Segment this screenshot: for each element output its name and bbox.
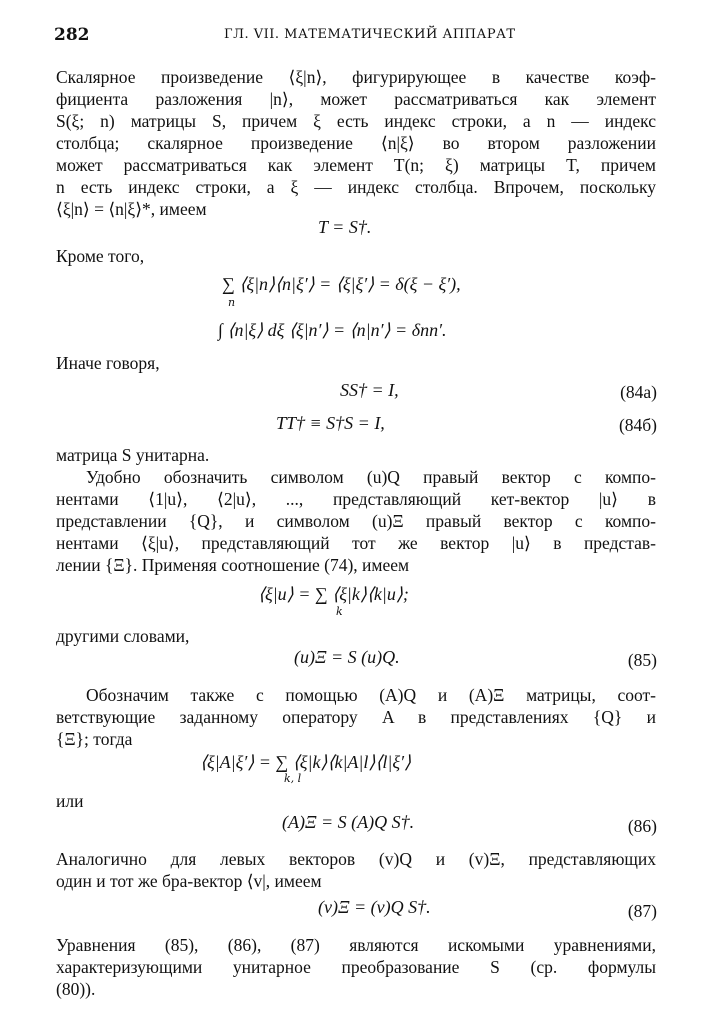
text-line: ⟨ξ|n⟩ = ⟨n|ξ⟩*, имеем xyxy=(56,199,207,219)
text-line: Кроме того, xyxy=(56,246,145,266)
text-line: нентами ⟨1|u⟩, ⟨2|u⟩, ..., представляющий кет-вектор |u⟩ в xyxy=(56,489,656,509)
text-line: Уравнения (85), (86), (87) являются искомыми уравнениями, xyxy=(56,935,656,955)
equation-85: (u)Ξ = S (u)Q. xyxy=(294,647,400,667)
text-line: Обозначим также с помощью (A)Q и (A)Ξ матрицы, соот- xyxy=(86,685,656,705)
text-line: {Ξ}; тогда xyxy=(56,729,133,749)
text-line: Удобно обозначить символом (u)Q правый вектор с компо- xyxy=(86,467,656,487)
text-line: ветствующие заданному оператору A в представлениях {Q} и xyxy=(56,707,656,727)
equation-86: (A)Ξ = S (A)Q S†. xyxy=(282,812,415,832)
equation-operator-matrix: ⟨ξ|A|ξ′⟩ = ∑ ⟨ξ|k⟩⟨k|A|l⟩⟨l|ξ′⟩ xyxy=(200,752,412,772)
text-line: характеризующими унитарное преобразование S (ср. формулы xyxy=(56,957,656,977)
equation-87: (v)Ξ = (v)Q S†. xyxy=(318,897,431,917)
equation-component-expansion: ⟨ξ|u⟩ = ∑ ⟨ξ|k⟩⟨k|u⟩; xyxy=(258,584,409,604)
text-line: столбца; скалярное произведение ⟨n|ξ⟩ во втором разложении xyxy=(56,133,656,153)
text-line: (80)). xyxy=(56,979,96,999)
equation-number-86: (86) xyxy=(627,816,657,836)
text-line: представлении {Q}, и символом (u)Ξ правый вектор с компо- xyxy=(56,511,656,531)
text-line: фициента разложения |n⟩, может рассматриваться как элемент xyxy=(56,89,656,109)
text-line: может рассматриваться как элемент T(n; ξ) матрицы T, причем xyxy=(56,155,656,175)
equation-84a: SS† = I, xyxy=(340,380,399,400)
equation-t-equals-s-dagger: T = S†. xyxy=(318,217,372,237)
sum-index-k: k xyxy=(336,605,343,618)
equation-number-87: (87) xyxy=(627,901,657,921)
equation-84b: TT† ≡ S†S = I, xyxy=(276,413,385,433)
text-line: Аналогично для левых векторов (v)Q и (v)Ξ, представляющих xyxy=(56,849,656,869)
text-line: другими словами, xyxy=(56,626,190,646)
text-line: Иначе говоря, xyxy=(56,353,160,373)
text-line: лении {Ξ}. Применяя соотношение (74), имеем xyxy=(56,555,410,575)
sum-index-n: n xyxy=(228,296,236,309)
equation-completeness-sum: ∑ ⟨ξ|n⟩⟨n|ξ′⟩ = ⟨ξ|ξ′⟩ = δ(ξ − ξ′), xyxy=(222,274,461,294)
text-line: один и тот же бра-вектор ⟨v|, имеем xyxy=(56,871,322,891)
equation-number-85: (85) xyxy=(627,650,657,670)
sum-index-kl: k, l xyxy=(284,772,302,785)
equation-orthonormality-integral: ∫ ⟨n|ξ⟩ dξ ⟨ξ|n′⟩ = ⟨n|n′⟩ = δnn′. xyxy=(218,320,447,340)
page-number: 282 xyxy=(54,25,90,45)
running-head: ГЛ. VII. МАТЕМАТИЧЕСКИЙ АППАРАТ xyxy=(224,27,516,42)
equation-number-84b: (84б) xyxy=(618,415,657,435)
page-header xyxy=(54,25,661,47)
text-line: матрица S унитарна. xyxy=(56,445,210,465)
text-line: нентами ⟨ξ|u⟩, представляющий тот же вектор |u⟩ в представ- xyxy=(56,533,656,553)
equation-number-84a: (84а) xyxy=(620,382,657,402)
text-line: S(ξ; n) матрицы S, причем ξ есть индекс строки, а n — индекс xyxy=(56,111,656,131)
text-line: n есть индекс строки, а ξ — индекс столбца. Впрочем, поскольку xyxy=(56,177,656,197)
text-line: или xyxy=(56,791,84,811)
text-line: Скалярное произведение ⟨ξ|n⟩, фигурирующее в качестве коэф- xyxy=(56,67,656,87)
